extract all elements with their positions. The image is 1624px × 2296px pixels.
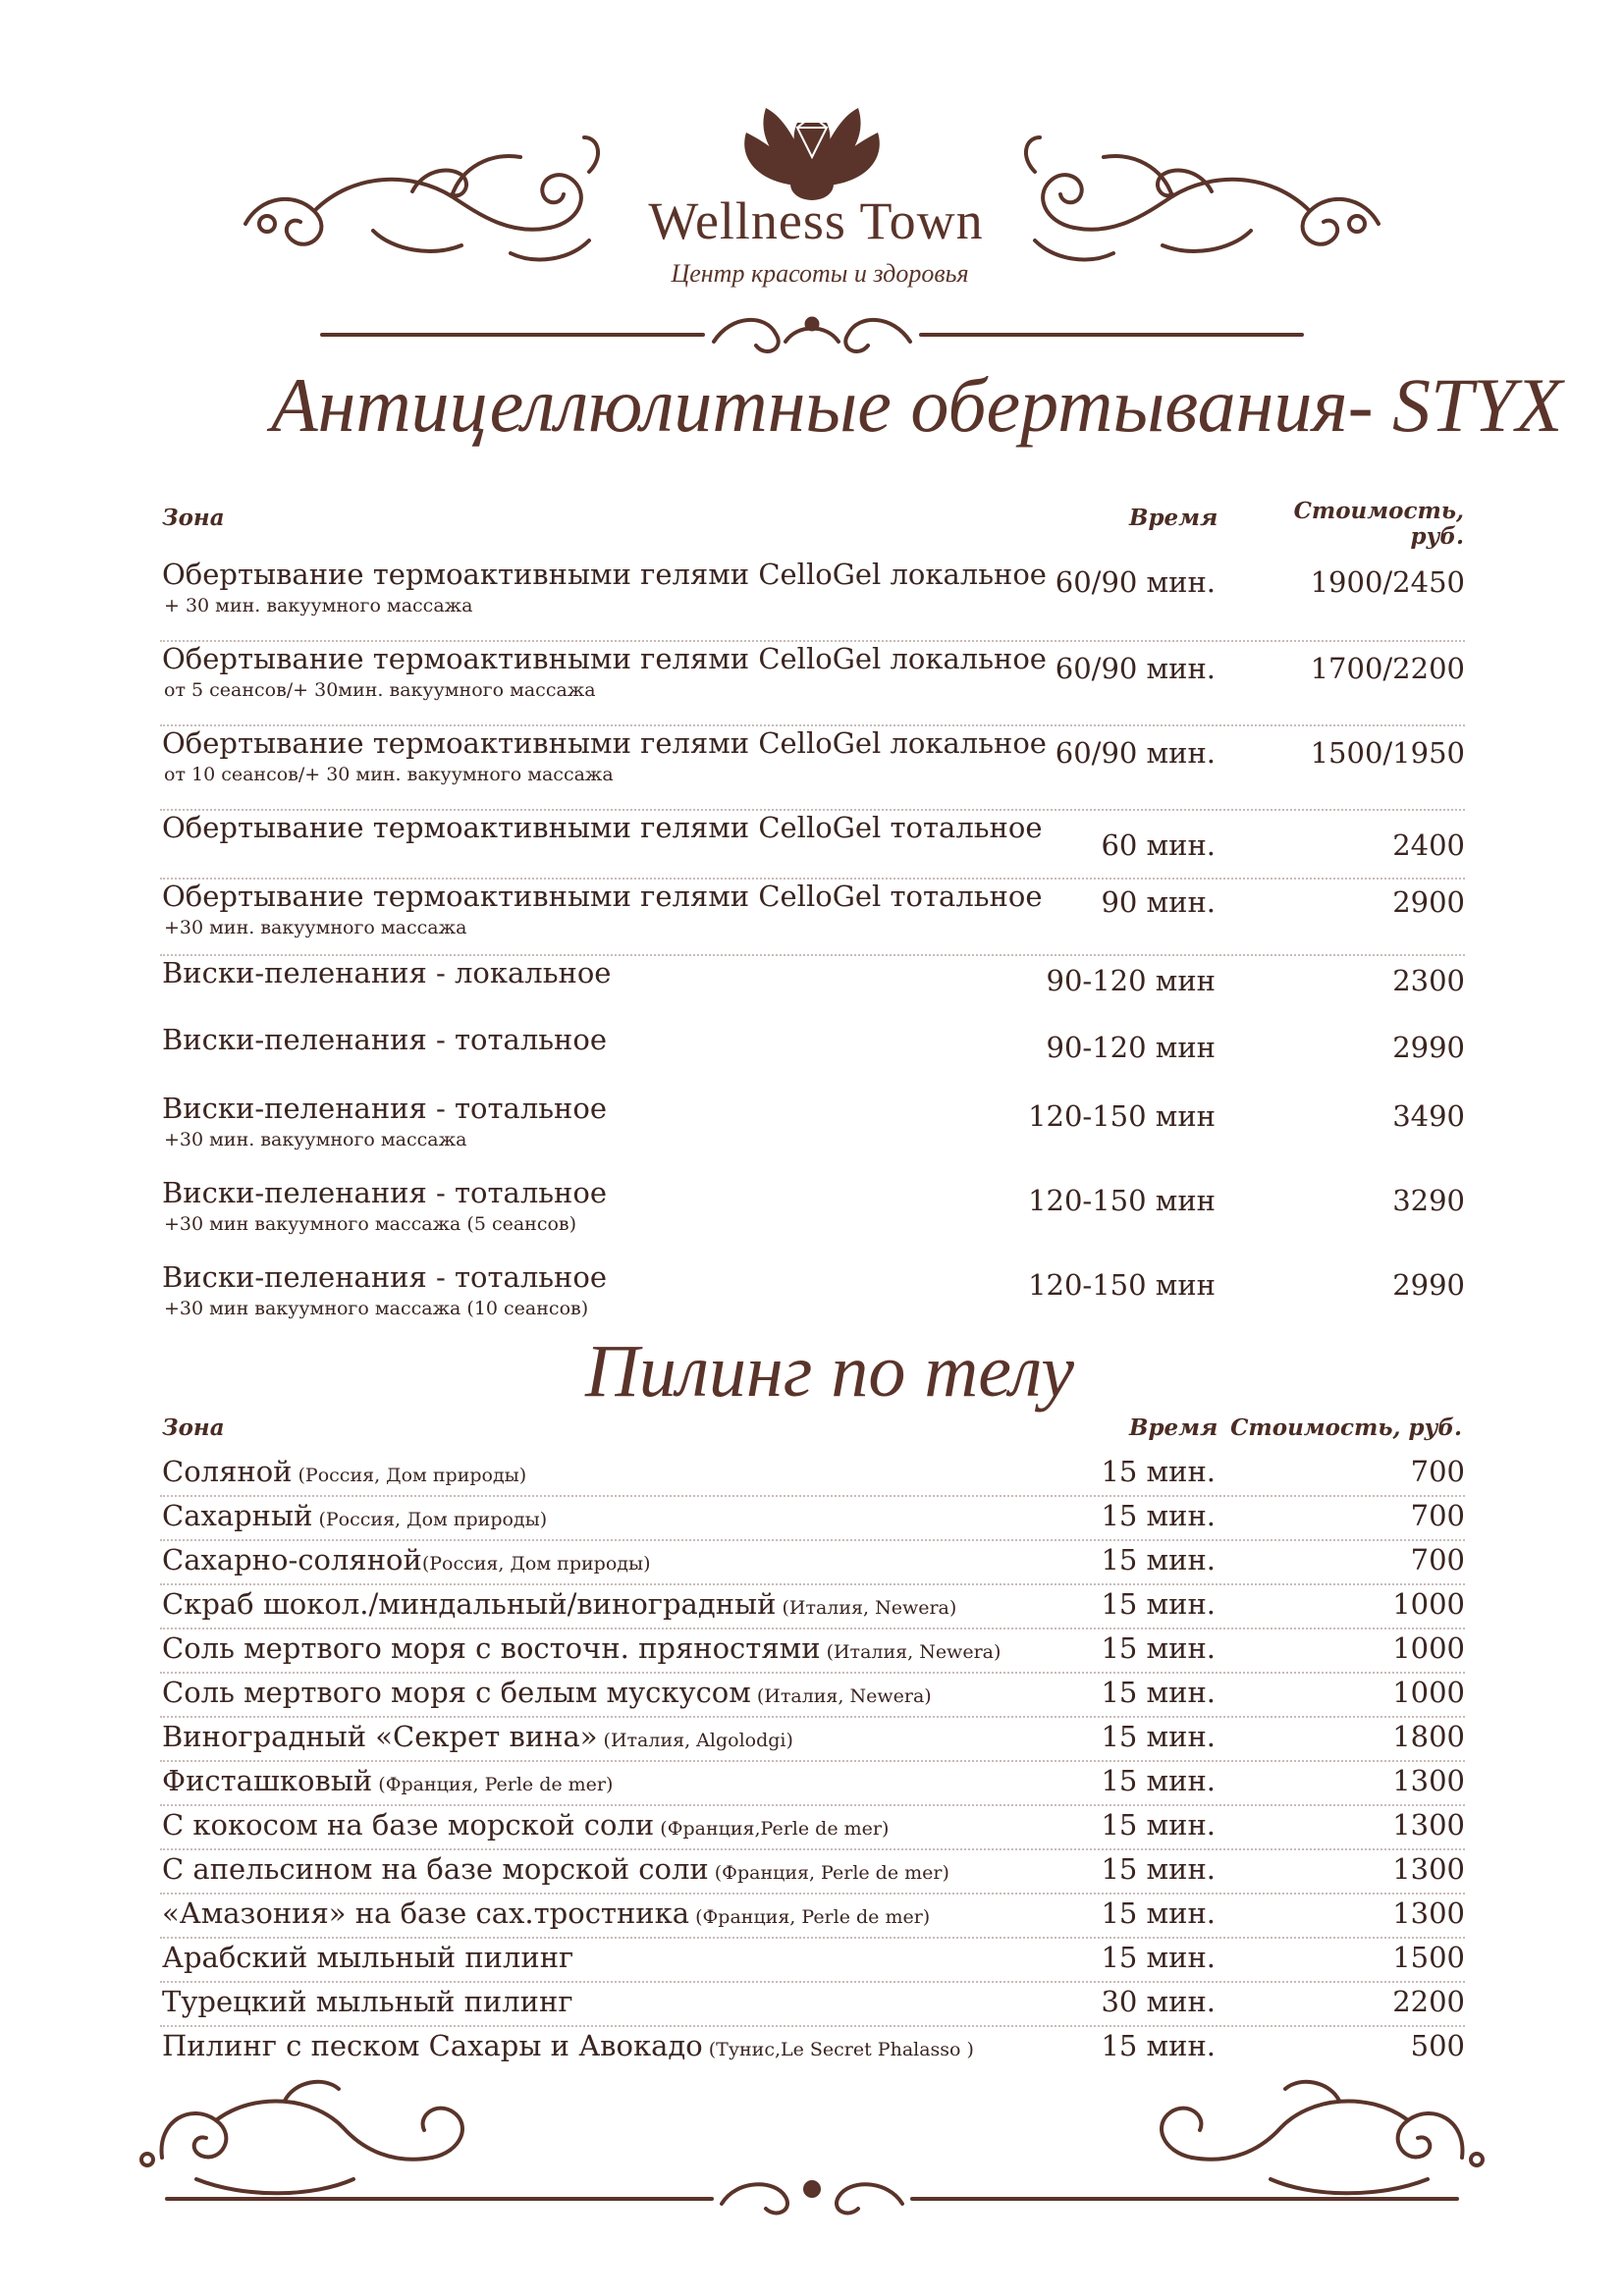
peeling-name-text: «Амазония» на базе сах.тростника <box>162 1896 690 1930</box>
service-row <box>160 558 1465 642</box>
service-name: Виски-пеленания - тотальное <box>162 1260 608 1294</box>
service-time: 60/90 мин. <box>1055 565 1216 599</box>
peeling-time: 15 мин. <box>1101 2029 1216 2062</box>
service-note: от 5 сеансов/+ 30мин. вакуумного массажа <box>164 679 596 701</box>
service-price: 3290 <box>1392 1184 1465 1217</box>
service-time: 90-120 мин <box>1046 1031 1216 1064</box>
peeling-row <box>160 1499 1465 1541</box>
peeling-name-text: Фисташковый <box>162 1764 373 1797</box>
peeling-time: 15 мин. <box>1101 1455 1216 1488</box>
peeling-row <box>160 1543 1465 1585</box>
peeling-row <box>160 1587 1465 1629</box>
service-row <box>160 1176 1465 1260</box>
peeling-time: 15 мин. <box>1101 1676 1216 1709</box>
peeling-time: 15 мин. <box>1101 1543 1216 1576</box>
peeling-origin: (Тунис,Le Secret Phalasso ) <box>702 2039 974 2060</box>
service-time: 120-150 мин <box>1028 1184 1216 1217</box>
peeling-time: 15 мин. <box>1101 1499 1216 1532</box>
service-note: от 10 сеансов/+ 30 мин. вакуумного массажа <box>164 764 614 785</box>
service-row <box>160 726 1465 811</box>
peeling-name <box>162 1543 651 1576</box>
peeling-price: 2200 <box>1392 1985 1465 2018</box>
lotus-diamond-icon <box>744 108 880 200</box>
column-header-time: Время <box>1129 1415 1218 1441</box>
peeling-row <box>160 1631 1465 1674</box>
peeling-price: 700 <box>1410 1499 1465 1532</box>
peeling-origin: (Франция,Perle de mer) <box>654 1818 890 1840</box>
service-note: +30 мин. вакуумного массажа <box>164 917 467 938</box>
peeling-row <box>160 1896 1465 1939</box>
peeling-name <box>162 1896 930 1930</box>
service-time: 120-150 мин <box>1028 1268 1216 1302</box>
service-row <box>160 956 1465 1023</box>
peeling-time: 15 мин. <box>1101 1587 1216 1621</box>
service-name: Обертывание термоактивными гелями CelloGel тотальное <box>162 880 1043 913</box>
service-row <box>160 1023 1465 1092</box>
peeling-price: 1800 <box>1392 1720 1465 1753</box>
peeling-name-text: Сахарный <box>162 1499 313 1532</box>
column-header-price <box>1209 499 1464 550</box>
service-price: 1900/2450 <box>1310 565 1465 599</box>
peeling-time: 15 мин. <box>1101 1720 1216 1753</box>
peeling-row <box>160 1455 1465 1497</box>
peeling-price: 1000 <box>1392 1631 1465 1665</box>
section-title-wraps: Антицеллюлитные обертывания- STYX <box>271 362 1563 448</box>
column-header-price: Стоимость, руб. <box>1230 1415 1462 1441</box>
peeling-name <box>162 1676 932 1709</box>
peeling-price: 700 <box>1410 1455 1465 1488</box>
peeling-name <box>162 1852 949 1886</box>
service-price: 2990 <box>1392 1031 1465 1064</box>
peeling-price: 1300 <box>1392 1896 1465 1930</box>
column-header-zone: Зона <box>162 505 225 531</box>
peeling-name <box>162 1808 889 1842</box>
brand-subtitle: Центр красоты и здоровья <box>671 259 969 288</box>
peeling-origin: (Россия, Дом природы) <box>312 1509 548 1530</box>
peeling-origin: (Италия, Algolodgi) <box>597 1730 793 1751</box>
service-name: Обертывание термоактивными гелями CelloGel локальное <box>162 558 1047 591</box>
peeling-row <box>160 1852 1465 1895</box>
peeling-price: 1300 <box>1392 1808 1465 1842</box>
peeling-row <box>160 1985 1465 2027</box>
footer-left-flourish-icon <box>141 2082 712 2199</box>
peeling-time: 30 мин. <box>1101 1985 1216 2018</box>
service-name: Виски-пеленания - локальное <box>162 956 612 989</box>
peeling-name <box>162 1941 573 1974</box>
peeling-time: 15 мин. <box>1101 1896 1216 1930</box>
peeling-row <box>160 1808 1465 1850</box>
brand-name: Wellness Town <box>648 191 984 250</box>
peeling-name-text: Арабский мыльный пилинг <box>162 1941 574 1974</box>
service-note: +30 мин вакуумного массажа (10 сеансов) <box>164 1298 589 1319</box>
peeling-time: 15 мин. <box>1101 1808 1216 1842</box>
peeling-name-text: Соляной <box>162 1455 293 1488</box>
peeling-row <box>160 1676 1465 1718</box>
peeling-origin: (Италия, Newera) <box>776 1597 957 1619</box>
peeling-name <box>162 1587 956 1621</box>
peeling-name <box>162 1455 526 1488</box>
peeling-name-text: С кокосом на базе морской соли <box>162 1808 655 1842</box>
service-time: 90-120 мин <box>1046 964 1216 997</box>
peeling-time: 15 мин. <box>1101 1941 1216 1974</box>
service-price: 1500/1950 <box>1310 736 1465 770</box>
service-price: 2900 <box>1392 885 1465 919</box>
peeling-price: 1500 <box>1392 1941 1465 1974</box>
peeling-time: 15 мин. <box>1101 1631 1216 1665</box>
peeling-price: 1000 <box>1392 1676 1465 1709</box>
service-note: + 30 мин. вакуумного массажа <box>164 595 473 616</box>
service-name: Обертывание термоактивными гелями CelloGel тотальное <box>162 811 1043 844</box>
peeling-origin: (Россия, Дом природы) <box>292 1465 527 1486</box>
service-price: 2400 <box>1392 828 1465 862</box>
service-row <box>160 880 1465 956</box>
peeling-time: 15 мин. <box>1101 1852 1216 1886</box>
service-note: +30 мин вакуумного массажа (5 сеансов) <box>164 1213 577 1235</box>
peeling-name-text: Соль мертвого моря с восточн. пряностями <box>162 1631 821 1665</box>
peeling-name-text: Виноградный «Секрет вина» <box>162 1720 598 1753</box>
peeling-name <box>162 1720 793 1753</box>
column-header-price-line1: Стоимость, <box>1293 498 1464 524</box>
column-header-time: Время <box>1129 505 1218 531</box>
peeling-origin: (Франция, Perle de mer) <box>708 1862 949 1884</box>
service-name: Обертывание термоактивными гелями CelloGel локальное <box>162 642 1047 675</box>
service-time: 60/90 мин. <box>1055 652 1216 685</box>
service-name: Обертывание термоактивными гелями CelloGel локальное <box>162 726 1047 760</box>
footer-ornaments <box>0 2042 1624 2238</box>
service-price: 2300 <box>1392 964 1465 997</box>
peeling-name <box>162 1499 547 1532</box>
peeling-price: 700 <box>1410 1543 1465 1576</box>
service-row <box>160 1092 1465 1176</box>
peeling-name-text: Соль мертвого моря с белым мускусом <box>162 1676 751 1709</box>
peeling-name <box>162 1631 1001 1665</box>
service-name: Виски-пеленания - тотальное <box>162 1092 608 1125</box>
peeling-name-text: С апельсином на базе морской соли <box>162 1852 709 1886</box>
service-name: Виски-пеленания - тотальное <box>162 1023 608 1056</box>
service-price: 3490 <box>1392 1099 1465 1133</box>
peeling-price: 1300 <box>1392 1852 1465 1886</box>
footer-right-flourish-icon <box>912 2082 1483 2199</box>
peeling-price: 500 <box>1410 2029 1465 2062</box>
peeling-row <box>160 1720 1465 1762</box>
service-price: 2990 <box>1392 1268 1465 1302</box>
peeling-name-text: Пилинг с песком Сахары и Авокадо <box>162 2029 703 2062</box>
peeling-name <box>162 1764 613 1797</box>
service-row <box>160 642 1465 726</box>
service-name: Виски-пеленания - тотальное <box>162 1176 608 1209</box>
service-row <box>160 811 1465 880</box>
peeling-time: 15 мин. <box>1101 1764 1216 1797</box>
service-time: 60 мин. <box>1101 828 1216 862</box>
section-title-peeling: Пилинг по телу <box>585 1330 1074 1413</box>
peeling-row <box>160 1764 1465 1806</box>
service-time: 60/90 мин. <box>1055 736 1216 770</box>
peeling-name-text: Турецкий мыльный пилинг <box>162 1985 573 2018</box>
service-row <box>160 1260 1465 1339</box>
peeling-origin: (Франция, Perle de mer) <box>372 1774 614 1795</box>
peeling-origin: (Россия, Дом природы) <box>421 1553 651 1575</box>
service-price: 1700/2200 <box>1310 652 1465 685</box>
service-note: +30 мин. вакуумного массажа <box>164 1129 467 1150</box>
peeling-price: 1300 <box>1392 1764 1465 1797</box>
peeling-row <box>160 1941 1465 1983</box>
column-header-price-line2: руб. <box>1410 523 1464 550</box>
service-time: 90 мин. <box>1101 885 1216 919</box>
service-time: 120-150 мин <box>1028 1099 1216 1133</box>
peeling-origin: (Италия, Newera) <box>820 1641 1001 1663</box>
peeling-name-text: Сахарно-соляной <box>162 1543 422 1576</box>
column-header-zone: Зона <box>162 1415 225 1441</box>
peeling-name-text: Скраб шокол./миндальный/виноградный <box>162 1587 777 1621</box>
peeling-name <box>162 1985 573 2018</box>
peeling-origin: (Италия, Newera) <box>750 1685 932 1707</box>
peeling-price: 1000 <box>1392 1587 1465 1621</box>
peeling-origin: (Франция, Perle de mer) <box>689 1906 931 1928</box>
